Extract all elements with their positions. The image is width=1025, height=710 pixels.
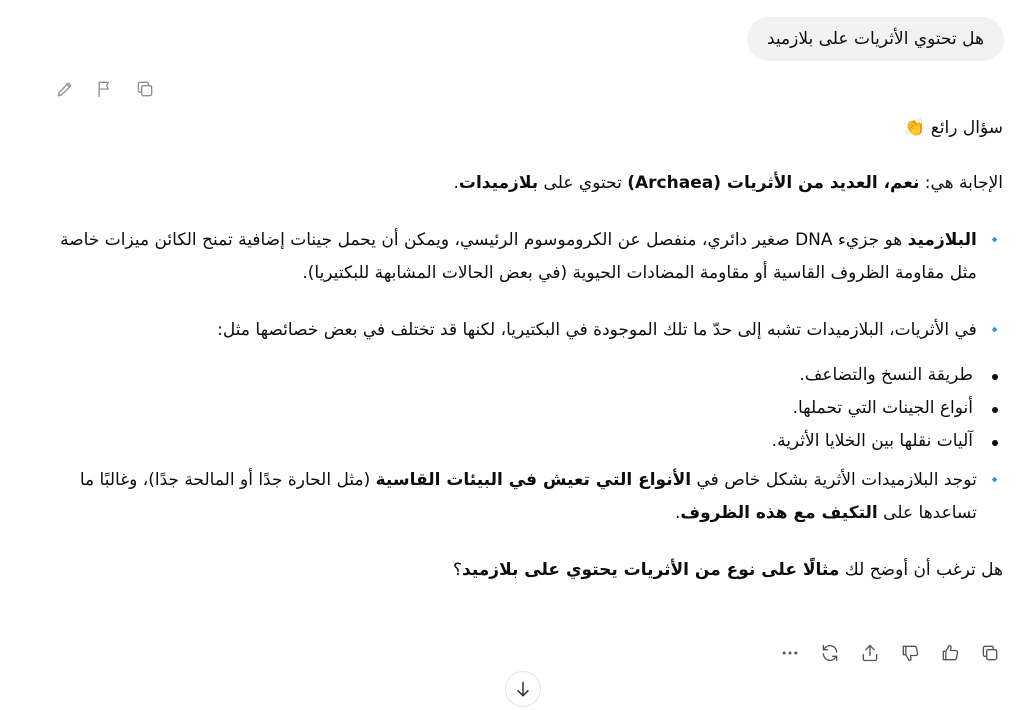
intro-bold: نعم، العديد من الأثريات (Archaea) (627, 173, 920, 193)
list-item: أنواع الجينات التي تحملها. (58, 392, 973, 425)
user-message-bubble (747, 17, 1004, 61)
thumbs-down-icon[interactable] (895, 640, 925, 666)
intro-bold-2: بلازميدات (458, 173, 539, 193)
list-item: آليات نقلها بين الخلايا الأثرية. (58, 425, 973, 458)
point-3-part-1: توجد البلازميدات الأثرية بشكل خاص في (691, 470, 977, 490)
copy-icon[interactable] (130, 76, 160, 102)
blue-diamond-icon: 🔹 (986, 473, 1003, 488)
differences-list (58, 359, 1003, 458)
question-bold: مثالًا على نوع من الأثريات يحتوي على بلازميد (462, 560, 840, 580)
share-icon[interactable] (855, 640, 885, 666)
point-1-body: هو جزيء DNA صغير دائري، منفصل عن الكروموسوم الرئيسي، ويمكن أن يحمل جينات إضافية تمنح الكائن ميزات خاصة مثل مقاومة الظروف القاسية أو مقاومة المضادات الحيوية (في بعض الحالات المشابهة للبكتيريا). (60, 230, 977, 283)
point-3-part-3: . (674, 503, 681, 523)
point-1-bold: البلازميد (907, 230, 977, 250)
greeting-text: سؤال رائع (930, 118, 1003, 138)
user-message-actions (50, 76, 160, 102)
flag-icon[interactable] (90, 76, 120, 102)
assistant-reply-actions (775, 640, 1005, 666)
arrow-down-icon (513, 679, 533, 699)
scroll-to-bottom-button[interactable] (505, 671, 541, 707)
greeting (58, 112, 1003, 145)
blue-diamond-icon: 🔹 (986, 323, 1003, 338)
thumbs-up-icon[interactable] (935, 640, 965, 666)
point-3-bold-1: الأنواع التي تعيش في البيئات القاسية (375, 470, 692, 490)
intro-paragraph (58, 167, 1003, 200)
copy-icon[interactable] (975, 640, 1005, 666)
question-part-1: هل ترغب أن أوضح لك (839, 560, 1003, 580)
assistant-answer (58, 112, 1003, 587)
regenerate-icon[interactable] (815, 640, 845, 666)
intro-suffix: . (453, 173, 459, 193)
list-item: طريقة النسخ والتضاعف. (58, 359, 973, 392)
point-archaea-plasmids (58, 314, 1003, 347)
point-plasmid-definition (58, 224, 1003, 290)
intro-prefix: الإجابة هي: (919, 173, 1003, 193)
more-icon[interactable] (775, 640, 805, 666)
point-3-bold-2: التكيف مع هذه الظروف (680, 503, 878, 523)
point-3-part-2: (مثل الحارة جدًا أو المالحة جدًا)، وغالبًا ما تساعدها على (79, 470, 977, 523)
question-part-2: ؟ (452, 560, 462, 580)
point-2-text: في الأثريات، البلازميدات تشبه إلى حدّ ما تلك الموجودة في البكتيريا، لكنها قد تختلف في بعض خصائصها مثل: (217, 320, 977, 340)
edit-icon[interactable] (50, 76, 80, 102)
follow-up-question (58, 554, 1003, 587)
point-extreme-environments (58, 464, 1003, 530)
point-3-text (58, 464, 977, 530)
intro-middle: تحتوي على (538, 173, 628, 193)
blue-diamond-icon: 🔹 (986, 233, 1003, 248)
user-message-text: هل تحتوي الأثريات على بلازميد (766, 29, 984, 49)
clapping-hands-emoji: 👏 (904, 118, 926, 138)
point-1-text (58, 224, 977, 290)
